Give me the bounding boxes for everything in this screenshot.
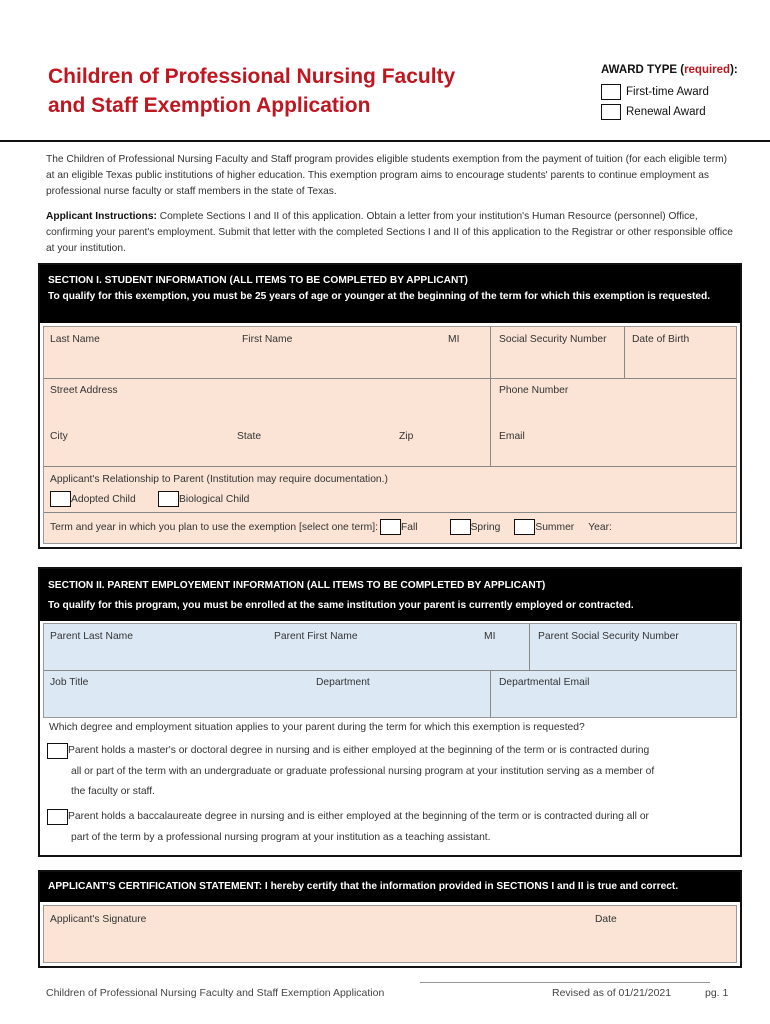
parent-mi-field[interactable]: MI — [484, 631, 496, 642]
department-field[interactable]: Department — [316, 677, 370, 688]
page-title — [48, 62, 548, 120]
first-time-award-label: First-time Award — [626, 86, 709, 98]
mi-field[interactable]: MI — [448, 334, 460, 345]
degree-option-masters: Parent holds a master's or doctoral degree in nursing and is either employed at the beginning of the term or is contracted during all or part of the term with an undergraduate or graduate professional nursing program at your institution serving as a member of the faculty or staff. — [47, 741, 737, 803]
instructions-text: Complete Sections I and II of this application. Obtain a letter from your institution's Human Resource (personnel) Office, confirming your parent's employment. Submit that letter with the completed Sections I and II of this application to the Registrar or other responsible office at your institution. — [46, 211, 733, 255]
parent-first-name-field[interactable]: Parent First Name — [274, 631, 358, 642]
job-title-field[interactable]: Job Title — [50, 677, 89, 688]
section-2-header — [40, 569, 740, 621]
departmental-email-field[interactable]: Departmental Email — [499, 677, 590, 688]
section-1-heading: SECTION I. STUDENT INFORMATION (ALL ITEMS TO BE COMPLETED BY APPLICANT) — [48, 275, 468, 286]
header-divider — [0, 140, 770, 142]
section-2-parent-employment — [38, 567, 742, 857]
section-2-fields — [43, 623, 737, 718]
section-1-student-info — [38, 263, 742, 549]
baccalaureate-checkbox[interactable] — [47, 809, 68, 825]
last-name-field[interactable]: Last Name — [50, 334, 100, 345]
renewal-award-checkbox[interactable] — [601, 104, 621, 120]
masters-doctoral-checkbox[interactable] — [47, 743, 68, 759]
title-line-2: and Staff Exemption Application — [48, 94, 371, 117]
award-type-label: AWARD TYPE (required): — [601, 64, 738, 76]
biological-child-checkbox[interactable] — [158, 491, 179, 507]
certification-section — [38, 870, 742, 968]
adopted-child-option[interactable]: Adopted Child — [50, 491, 136, 507]
footer-revised: Revised as of 01/21/2021 — [552, 987, 672, 999]
phone-number-field[interactable]: Phone Number — [499, 385, 569, 396]
fall-label: Fall — [400, 521, 418, 533]
summer-label: Summer — [535, 521, 575, 533]
spring-label: Spring — [470, 521, 501, 533]
biological-child-option[interactable]: Biological Child — [158, 491, 249, 507]
certification-fields — [43, 905, 737, 963]
section-1-fields — [43, 326, 737, 544]
renewal-award-label: Renewal Award — [626, 106, 706, 118]
award-option-renewal[interactable] — [601, 104, 706, 120]
summer-checkbox[interactable] — [514, 519, 535, 535]
term-row — [50, 519, 612, 535]
first-name-field[interactable]: First Name — [242, 334, 293, 345]
year-field[interactable]: Year: — [588, 521, 612, 533]
city-field[interactable]: City — [50, 431, 68, 442]
required-marker: required — [684, 64, 731, 76]
section-1-subheading: To qualify for this exemption, you must be 25 years of age or younger at the beginning of the term for which this exemption is requested. — [48, 291, 711, 302]
title-line-1: Children of Professional Nursing Faculty — [48, 65, 456, 88]
ssn-field[interactable]: Social Security Number — [499, 334, 607, 345]
parent-ssn-field[interactable]: Parent Social Security Number — [538, 631, 679, 642]
section-1-header — [40, 265, 740, 323]
award-option-first-time[interactable] — [601, 84, 709, 100]
footer-divider — [420, 982, 710, 983]
street-address-field[interactable]: Street Address — [50, 385, 118, 396]
term-label: Term and year in which you plan to use the exemption [select one term]: — [50, 521, 378, 533]
spring-checkbox[interactable] — [450, 519, 471, 535]
relationship-label: Applicant's Relationship to Parent (Institution may require documentation.) — [50, 474, 388, 485]
state-field[interactable]: State — [237, 431, 262, 442]
instructions-label: Applicant Instructions: — [46, 211, 157, 222]
first-time-award-checkbox[interactable] — [601, 84, 621, 100]
footer-title: Children of Professional Nursing Faculty and Staff Exemption Application — [46, 987, 385, 999]
signature-field[interactable]: Applicant's Signature — [50, 914, 147, 925]
degree-option-baccalaureate: Parent holds a baccalaureate degree in nursing and is either employed at the beginning of the term or is contracted during all or part of the term by a professional nursing program at your institution as a teaching assistant. — [47, 807, 737, 848]
parent-last-name-field[interactable]: Parent Last Name — [50, 631, 133, 642]
degree-question: Which degree and employment situation applies to your parent during the term for which this exemption is requested? — [49, 722, 585, 733]
email-field[interactable]: Email — [499, 431, 525, 442]
adopted-child-checkbox[interactable] — [50, 491, 71, 507]
applicant-instructions — [46, 209, 736, 258]
dob-field[interactable]: Date of Birth — [632, 334, 690, 345]
zip-field[interactable]: Zip — [399, 431, 414, 442]
footer-page-number: pg. 1 — [705, 987, 729, 999]
date-field[interactable]: Date — [595, 914, 617, 925]
certification-heading: APPLICANT'S CERTIFICATION STATEMENT: I hereby certify that the information provided in SECTIONS I and II is true and correct. — [40, 872, 740, 902]
section-2-subheading: To qualify for this program, you must be enrolled at the same institution your parent is currently employed or contracted. — [48, 600, 634, 611]
intro-paragraph: The Children of Professional Nursing Faculty and Staff program provides eligible students exemption from the payment of tuition (for each eligible term) at an eligible Texas public institutions of higher education. This exemption program aims to encourage students' parents to continue employment as professional nurse faculty or staff members in the state of Texas. — [46, 154, 728, 198]
section-2-heading: SECTION II. PARENT EMPLOYEMENT INFORMATION (ALL ITEMS TO BE COMPLETED BY APPLICANT) — [48, 580, 546, 591]
fall-checkbox[interactable] — [380, 519, 401, 535]
